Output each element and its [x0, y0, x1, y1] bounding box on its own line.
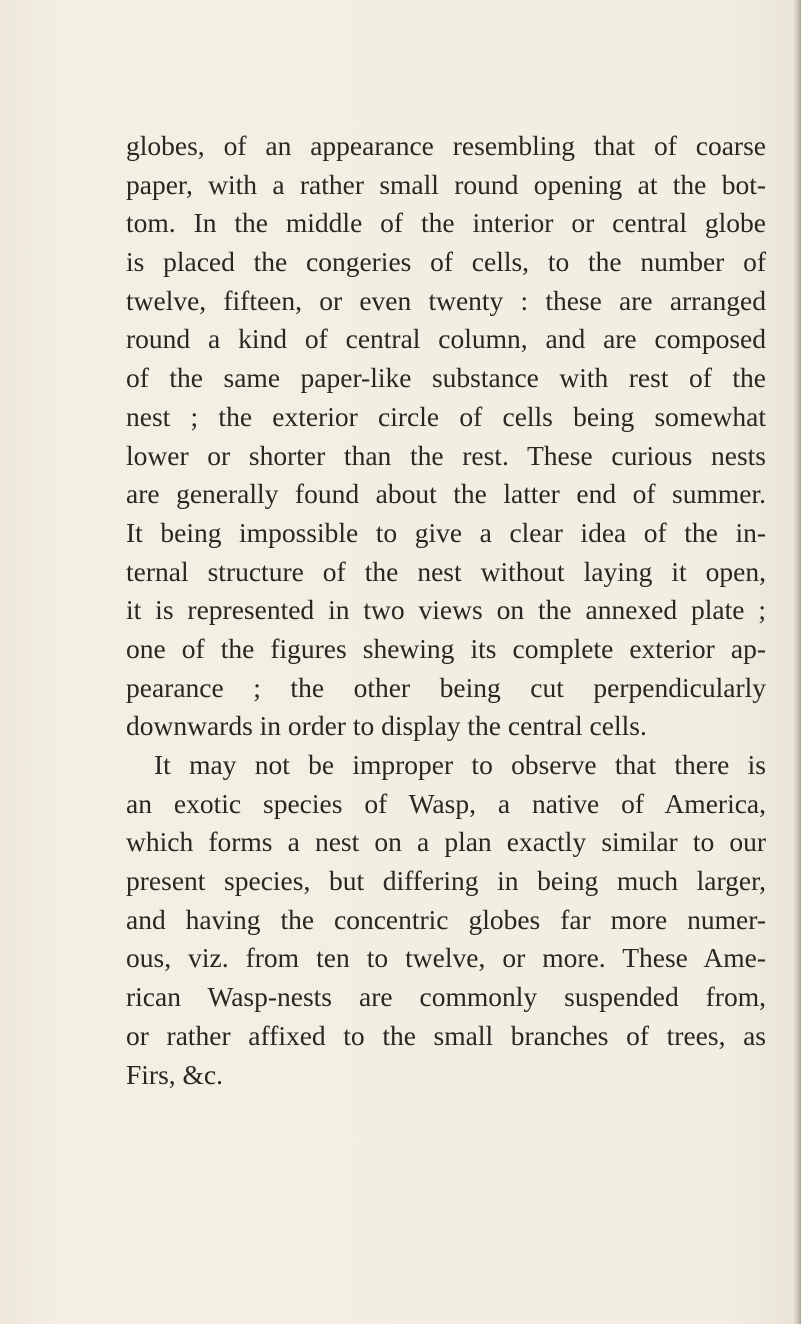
text-line: tom. In the middle of the interior or central globe — [126, 207, 766, 239]
text-line: downwards in order to display the central cells. — [126, 710, 647, 742]
text-line: nest ; the exterior circle of cells being somewhat — [126, 400, 766, 432]
text-line: is placed the congeries of cells, to the number of — [126, 246, 766, 278]
page-edge-shadow — [793, 0, 801, 1324]
text-line: round a kind of central column, and are composed — [126, 323, 766, 355]
text-line: pearance ; the other being cut perpendicularly — [126, 671, 766, 703]
text-line: ous, viz. from ten to twelve, or more. These Ame- — [126, 942, 766, 974]
text-line: one of the figures shewing its complete exterior ap- — [126, 632, 766, 664]
text-line: it is represented in two views on the annexed plate ; — [126, 594, 766, 626]
text-line: an exotic species of Wasp, a native of America, — [126, 787, 766, 819]
text-line: which forms a nest on a plan exactly similar to our — [126, 826, 766, 858]
text-line-paragraph-start: It may not be improper to observe that there is — [154, 749, 766, 780]
text-line: and having the concentric globes far more numer- — [126, 903, 766, 935]
text-line: of the same paper-like substance with rest of the — [126, 362, 766, 394]
text-line: rican Wasp-nests are commonly suspended from, — [126, 981, 766, 1013]
text-line: globes, of an appearance resembling that of coarse — [126, 130, 766, 161]
text-line: paper, with a rather small round opening at the bot- — [126, 168, 766, 200]
text-line: lower or shorter than the rest. These curious nests — [126, 439, 766, 471]
text-line: twelve, fifteen, or even twenty : these are arranged — [126, 284, 766, 316]
body-text — [126, 127, 766, 1094]
text-line: or rather affixed to the small branches of trees, as — [126, 1019, 766, 1051]
text-line: are generally found about the latter end of summer. — [126, 478, 766, 510]
text-line: Firs, &c. — [126, 1058, 224, 1090]
text-line: It being impossible to give a clear idea of the in- — [126, 516, 766, 548]
text-line: present species, but differing in being much larger, — [126, 865, 766, 897]
text-line: ternal structure of the nest without laying it open, — [126, 555, 766, 587]
